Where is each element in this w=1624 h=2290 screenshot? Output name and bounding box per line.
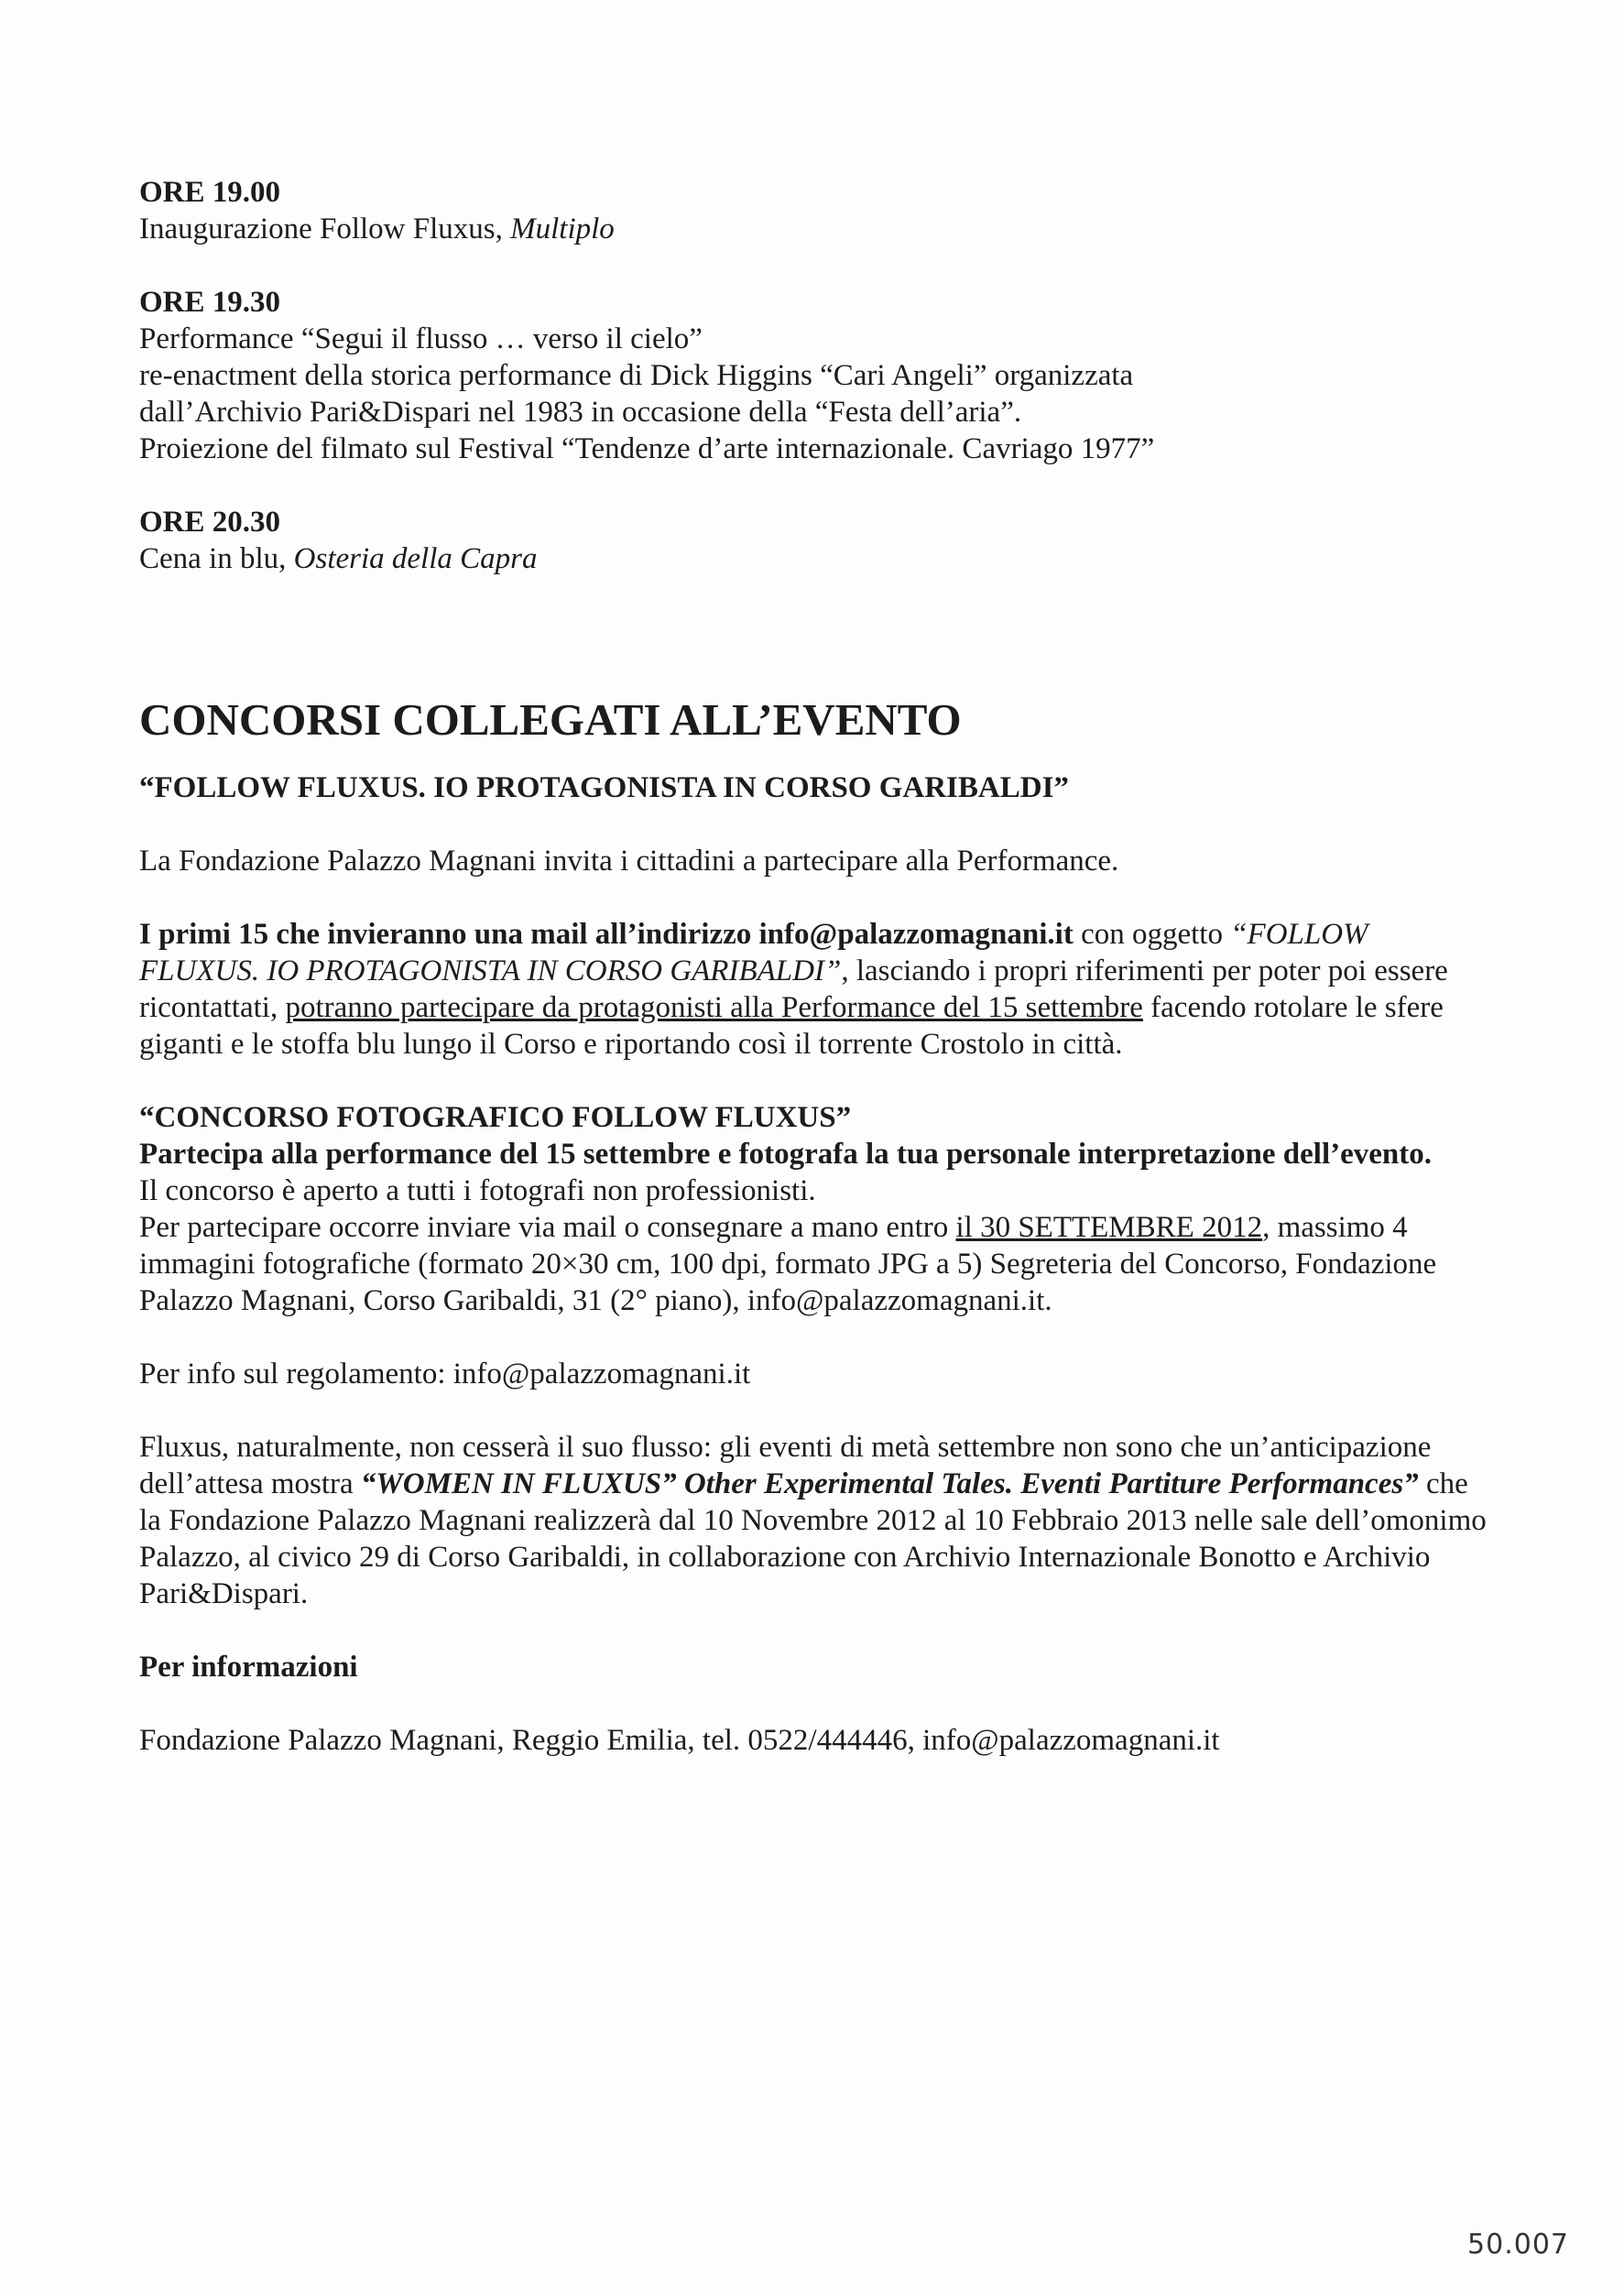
contest2-line: Il concorso è aperto a tutti i fotografi non professionisti. (139, 1174, 816, 1207)
schedule-line (139, 540, 1495, 577)
document-content (139, 174, 1495, 1759)
schedule-time: ORE 20.30 (139, 506, 281, 539)
schedule-line: re-enactment della storica performance di Dick Higgins “Cari Angeli” organizzata (139, 359, 1134, 392)
contest2-details (139, 1209, 1495, 1319)
contests-heading: CONCORSI COLLEGATI ALL’EVENTO (139, 694, 962, 745)
schedule-item-1900 (139, 174, 1495, 247)
schedule-line: Proiezione del filmato sul Festival “Tendenze d’arte internazionale. Cavriago 1977” (139, 432, 1155, 465)
contest2-text: Per partecipare occorre inviare via mail o consegnare a mano entro (139, 1211, 956, 1244)
closing-text: Fluxus, naturalmente, non cesserà il suo flusso: gli eventi di metà settembre non sono che un’anticipazione dell’attesa mostra (139, 1431, 1432, 1500)
venue-name: Osteria della Capra (293, 542, 538, 575)
contest2-text: , massimo 4 immagini fotografiche (formato 20×30 cm, 100 dpi, formato JPG a 5) Segreteria del Concorso, Fondazione Palazzo Magnani, Corso Garibaldi, 31 (2° piano), info@palazzomagnani.it. (139, 1211, 1437, 1317)
schedule-time: ORE 19.30 (139, 286, 281, 319)
contest2-deadline: il 30 SETTEMBRE 2012 (955, 1211, 1263, 1244)
closing-text: che la Fondazione Palazzo Magnani realizzerà dal 10 Novembre 2012 al 10 Febbraio 2013 nelle sale dell’omonimo Palazzo, al civico 29 di Corso Garibaldi, in collaborazione con Archivio Internazionale Bonotto e Archivio Pari&Dispari. (139, 1467, 1487, 1610)
contest1-underlined-text: potranno partecipare da protagonisti alla Performance del 15 settembre (285, 991, 1143, 1024)
contest2-subtitle: Partecipa alla performance del 15 settembre e fotografa la tua personale interpretazione dell’evento. (139, 1138, 1432, 1171)
schedule-text: Inaugurazione Follow Fluxus, (139, 213, 511, 245)
contact-heading: Per informazioni (139, 1651, 358, 1684)
contact-line: Fondazione Palazzo Magnani, Reggio Emilia, tel. 0522/444446, info@palazzomagnani.it (139, 1724, 1220, 1757)
exhibition-title: “WOMEN IN FLUXUS” Other Experimental Tales. Eventi Partiture Performances” (360, 1467, 1419, 1500)
contest2-title: “CONCORSO FOTOGRAFICO FOLLOW FLUXUS” (139, 1101, 852, 1134)
schedule-line: Performance “Segui il flusso … verso il cielo” (139, 322, 703, 355)
contest1-italic-text: “FOLLOW FLUXUS. IO PROTAGONISTA IN CORSO GARIBALDI” (139, 918, 1368, 987)
schedule-item-1930 (139, 284, 1495, 467)
contest1-intro: La Fondazione Palazzo Magnani invita i cittadini a partecipare alla Performance. (139, 845, 1119, 878)
contest1-text: con oggetto (1073, 918, 1223, 951)
contest1-text: facendo rotolare le sfere giganti e le stoffa blu lungo il Corso e riportando così il torrente Crostolo in città. (139, 991, 1444, 1061)
contest1-body (139, 916, 1495, 1063)
schedule-text: Cena in blu, (139, 542, 294, 575)
closing-paragraph (139, 1429, 1495, 1612)
schedule-time: ORE 19.00 (139, 176, 281, 209)
contest1-bold-text: I primi 15 che invieranno una mail all’indirizzo info@palazzomagnani.it (139, 918, 1074, 951)
schedule-line (139, 211, 1495, 247)
schedule-line: dall’Archivio Pari&Dispari nel 1983 in occasione della “Festa dell’aria”. (139, 396, 1022, 429)
rules-info: Per info sul regolamento: info@palazzomagnani.it (139, 1358, 751, 1390)
contest1-text: , lasciando i propri riferimenti per poter poi essere ricontattati, (139, 954, 1448, 1024)
schedule-item-2030 (139, 504, 1495, 577)
venue-name: Multiplo (510, 213, 615, 245)
contest1-title: “FOLLOW FLUXUS. IO PROTAGONISTA IN CORSO GARIBALDI” (139, 771, 1069, 804)
page-number: 50.007 (1467, 2229, 1569, 2261)
